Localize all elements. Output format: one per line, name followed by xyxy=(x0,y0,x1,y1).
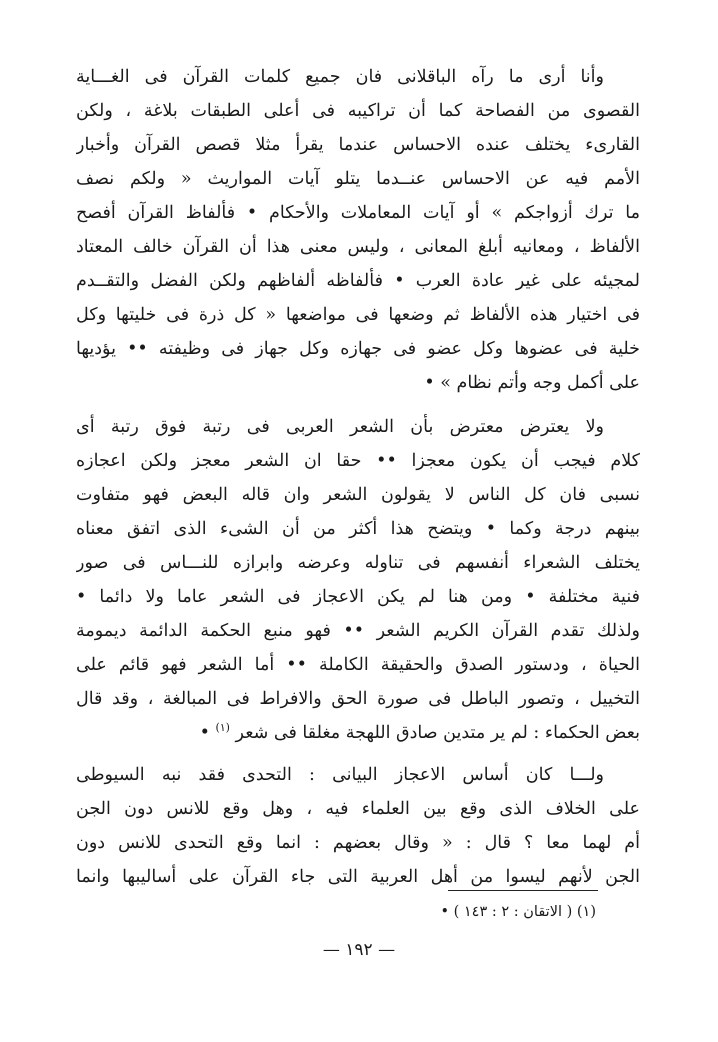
footnote: (١) ( الاتقان : ٢ : ١٤٣ ) • xyxy=(440,904,596,920)
paragraph-line: ولا يعترض معترض بأن الشعر العربى فى رتبة فوق رتبة أى xyxy=(76,417,604,437)
paragraph-line: ما ترك أزواجكم » أو آيات المعاملات والأحكام • فألفاظ القرآن أفصح xyxy=(76,203,640,223)
paragraph-line: ولـــا كان أساس الاعجاز البيانى : التحدى فقد نبه السيوطى xyxy=(76,765,604,785)
paragraph-line: القصوى من الفصاحة كما أن تراكيبه فى أعلى الطبقات بلاغة ، ولكن xyxy=(76,101,640,121)
paragraph-line-with-footnote-ref: بعض الحكماء : لم ير متدين صادق اللهجة مغلقا فى شعر $^{(١)}$ • xyxy=(199,721,640,743)
paragraph-line: الجن لأنهم ليسوا من أهل العربية التى جاء القرآن على أساليبها وانما xyxy=(76,867,640,887)
paragraph-line: خلية فى عضوها وكل عضو فى جهازه وكل جهاز فى وظيفته •• يؤديها xyxy=(76,339,640,359)
page-number: — ١٩٢ — xyxy=(322,940,396,960)
paragraph-line: الألفاظ ، ومعانيه أبلغ المعانى ، وليس معنى هذا أن القرآن خالف المعتاد xyxy=(76,237,640,257)
paragraph-line: الأمم فيه عن الاحساس عنــدما يتلو آيات المواريث « ولكم نصف xyxy=(76,169,640,189)
paragraph-line: على الخلاف الذى وقع بين العلماء فيه ، وهل وقع للانس دون الجن xyxy=(76,799,640,819)
paragraph-line: فى اختيار هذه الألفاظ ثم وضعها فى مواضعها « كل ذرة فى خليتها وكل xyxy=(76,305,640,325)
paragraph-line: وأنا أرى ما رآه الباقلانى فان جميع كلمات القرآن فى الغـــاية xyxy=(76,67,604,87)
footnote-reference[interactable]: (١) xyxy=(215,721,230,735)
paragraph-line: ولذلك تقدم القرآن الكريم الشعر •• فهو منبع الحكمة الدائمة ديمومة xyxy=(76,621,640,641)
paragraph-line: فنية مختلفة • ومن هنا لم يكن الاعجاز فى الشعر عاما ولا دائما • xyxy=(76,587,640,607)
footnote-divider xyxy=(448,890,598,891)
paragraph-1 xyxy=(76,60,640,400)
paragraph-line: كلام فيجب أن يكون معجزا •• حقا ان الشعر معجز ولكن اعجازه xyxy=(76,451,640,471)
paragraph-line: يختلف الشعراء أنفسهم فى تناوله وعرضه وابرازه للنـــاس فى صور xyxy=(76,553,640,573)
paragraph-line: الحياة ، ودستور الصدق والحقيقة الكاملة •• أما الشعر فهو قائم على xyxy=(76,655,640,675)
paragraph-line: نسبى فان كل الناس لا يقولون الشعر وان قاله البعض فهو متفاوت xyxy=(76,485,640,505)
paragraph-line: على أكمل وجه وأتم نظام » • xyxy=(424,373,640,393)
paragraph-2 xyxy=(76,410,640,750)
paragraph-line: التخييل ، وتصور الباطل فى صورة الحق والافراط فى المبالغة ، وقد قال xyxy=(76,689,640,709)
paragraph-line: القارىء يختلف عنده الاحساس عندما يقرأ مثلا قصص القرآن وأخبار xyxy=(76,135,640,155)
paragraph-line-text: بعض الحكماء : لم ير متدين صادق اللهجة مغلقا فى شعر xyxy=(235,723,640,743)
paragraph-3 xyxy=(76,758,640,894)
paragraph-line: لمجيئه على غير عادة العرب • فألفاظه ألفاظهم ولكن الفضل والتقــدم xyxy=(76,271,640,291)
paragraph-line: أم لهما معا ؟ قال : « وقال بعضهم : انما وقع التحدى للانس دون xyxy=(76,833,640,853)
paragraph-line: بينهم درجة وكما • ويتضح هذا أكثر من أن الشىء الذى اتفق معناه xyxy=(76,519,640,539)
